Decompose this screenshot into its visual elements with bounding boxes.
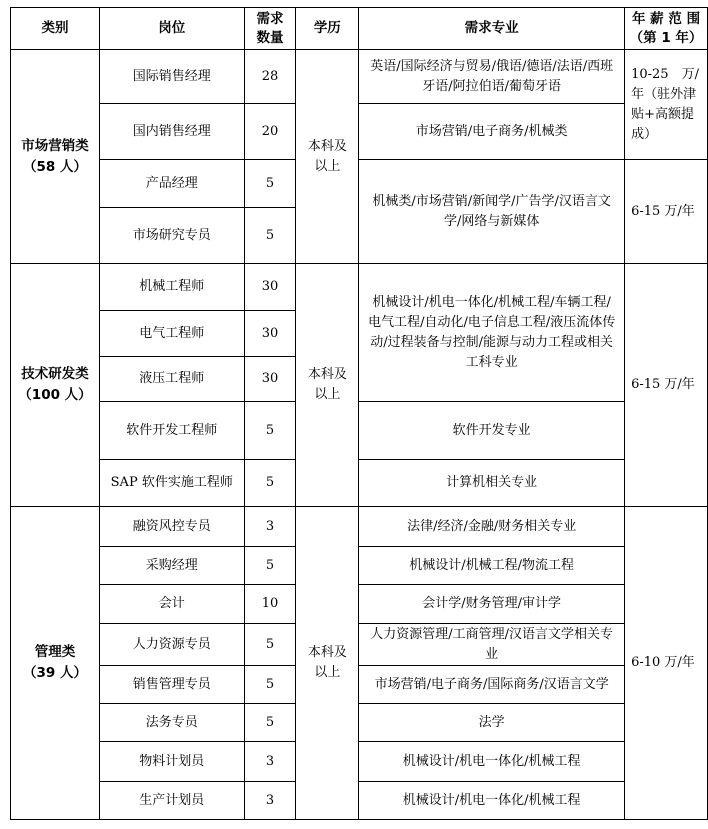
major-cell: 机械设计/机电一体化/机械工程 [359,742,625,782]
table-row [11,624,708,666]
table-row [11,666,708,704]
position-cell: 人力资源专员 [100,624,245,666]
header-count: 需求 数量 [244,8,296,50]
education-cell: 本科及 以上 [296,50,359,264]
table-row [11,50,708,104]
position-cell: 电气工程师 [100,311,245,357]
table-row [11,585,708,624]
table-row [11,264,708,311]
education-cell: 本科及 以上 [296,264,359,507]
position-cell: 融资风控专员 [100,507,245,547]
category-cell: 市场营销类 （58 人） [11,50,100,264]
major-cell: 机械设计/机电一体化/机械工程 [359,782,625,820]
salary-cell: 6-15 万/年 [625,264,708,507]
table-row [11,704,708,742]
position-cell: 软件开发工程师 [100,402,245,460]
table-row [11,460,708,507]
table-row [11,742,708,782]
count-cell: 10 [244,585,296,624]
count-cell: 5 [244,666,296,704]
position-cell: SAP 软件实施工程师 [100,460,245,507]
count-cell: 5 [244,208,296,264]
table-row [11,547,708,585]
position-cell: 法务专员 [100,704,245,742]
table-row [11,402,708,460]
position-cell: 采购经理 [100,547,245,585]
position-cell: 液压工程师 [100,357,245,402]
count-cell: 5 [244,160,296,208]
header-major: 需求专业 [359,8,625,50]
count-cell: 5 [244,624,296,666]
header-salary: 年 薪 范 围 （第 1 年） [625,8,708,50]
header-category: 类别 [11,8,100,50]
position-cell: 会计 [100,585,245,624]
major-cell: 会计学/财务管理/审计学 [359,585,625,624]
header-row [11,8,708,50]
category-cell: 管理类 （39 人） [11,507,100,820]
recruitment-table [10,7,708,820]
major-cell: 英语/国际经济与贸易/俄语/德语/法语/西班牙语/阿拉伯语/葡萄牙语 [359,50,625,104]
position-cell: 生产计划员 [100,782,245,820]
count-cell: 5 [244,460,296,507]
header-education: 学历 [296,8,359,50]
position-cell: 产品经理 [100,160,245,208]
major-cell: 机械类/市场营销/新闻学/广告学/汉语言文学/网络与新媒体 [359,160,625,264]
count-cell: 30 [244,311,296,357]
position-cell: 物料计划员 [100,742,245,782]
table-row [11,160,708,208]
count-cell: 3 [244,507,296,547]
salary-cell: 6-10 万/年 [625,507,708,820]
major-cell: 机械设计/机械工程/物流工程 [359,547,625,585]
education-cell: 本科及 以上 [296,507,359,820]
major-cell: 市场营销/电子商务/机械类 [359,104,625,160]
position-cell: 机械工程师 [100,264,245,311]
salary-cell: 6-15 万/年 [625,160,708,264]
category-cell: 技术研发类 （100 人） [11,264,100,507]
header-position: 岗位 [100,8,245,50]
major-cell: 软件开发专业 [359,402,625,460]
table-row [11,104,708,160]
count-cell: 28 [244,50,296,104]
major-cell: 机械设计/机电一体化/机械工程/车辆工程/电气工程/自动化/电子信息工程/液压流体传动/过程装备与控制/能源与动力工程或相关工科专业 [359,264,625,402]
table-row [11,507,708,547]
count-cell: 3 [244,782,296,820]
position-cell: 销售管理专员 [100,666,245,704]
count-cell: 5 [244,402,296,460]
position-cell: 国际销售经理 [100,50,245,104]
major-cell: 计算机相关专业 [359,460,625,507]
count-cell: 5 [244,547,296,585]
major-cell: 法学 [359,704,625,742]
position-cell: 国内销售经理 [100,104,245,160]
major-cell: 法律/经济/金融/财务相关专业 [359,507,625,547]
count-cell: 3 [244,742,296,782]
count-cell: 30 [244,264,296,311]
salary-cell: 10-25 万/年（驻外津贴+高额提成） [625,50,708,160]
count-cell: 20 [244,104,296,160]
table-row [11,782,708,820]
count-cell: 5 [244,704,296,742]
major-cell: 市场营销/电子商务/国际商务/汉语言文学 [359,666,625,704]
major-cell: 人力资源管理/工商管理/汉语言文学相关专业 [359,624,625,666]
position-cell: 市场研究专员 [100,208,245,264]
count-cell: 30 [244,357,296,402]
